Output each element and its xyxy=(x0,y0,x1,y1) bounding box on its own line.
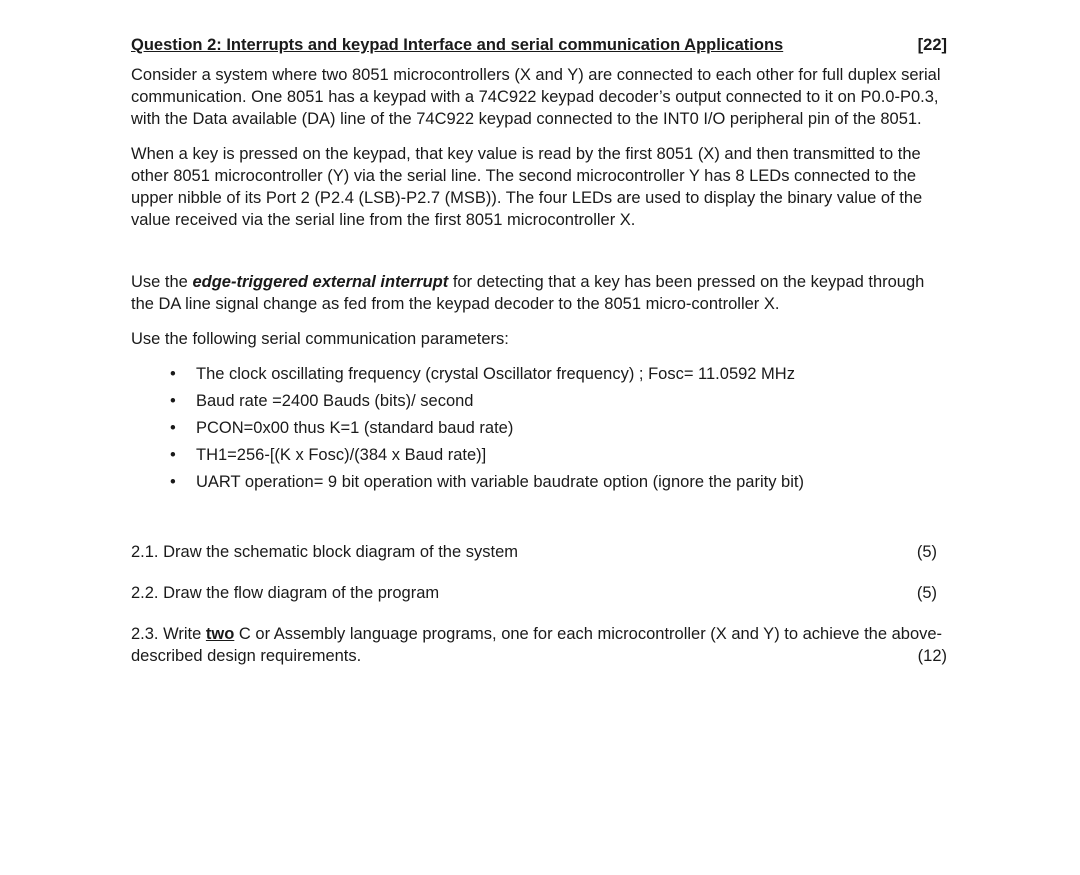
paragraph-parameters-intro: Use the following serial communication parameters: xyxy=(131,330,509,348)
task-marks: (5) xyxy=(916,584,937,602)
bullet-icon: • xyxy=(170,473,176,491)
list-item xyxy=(131,363,947,385)
list-item xyxy=(131,417,947,439)
task-2-1 xyxy=(131,541,947,563)
interrupt-text-post: for detecting that a key has been pressed on the keypad through the DA line signal change as fed from the keypad decoder to the 8051 micro-controller X. xyxy=(131,273,925,313)
interrupt-emphasis: edge-triggered external interrupt xyxy=(192,273,449,291)
parameter-list xyxy=(131,363,947,493)
question-total-marks: [22] xyxy=(917,36,947,54)
paragraph-system-description: Consider a system where two 8051 microcontrollers (X and Y) are connected to each other for full duplex serial communication. One 8051 has a keypad with a 74C922 keypad decoder’s output connected to it on P0.0-P0.3, with the Data available (DA) line of the 74C922 keypad connected to the INT0 I/O peripheral pin of the 8051. xyxy=(131,66,941,128)
bullet-icon: • xyxy=(170,446,176,464)
task-text: 2.2. Draw the flow diagram of the program xyxy=(131,584,440,602)
paragraph-interrupt-instruction xyxy=(131,271,947,315)
question-header xyxy=(131,34,947,56)
bullet-icon: • xyxy=(170,419,176,437)
list-item xyxy=(131,444,947,466)
task-2-2 xyxy=(131,582,947,604)
task-list xyxy=(131,541,947,667)
task-marks: (12) xyxy=(917,647,947,665)
question-page xyxy=(131,34,947,667)
list-item xyxy=(131,390,947,412)
task-text-pre: 2.3. Write xyxy=(131,625,206,643)
list-item xyxy=(131,471,947,493)
bullet-icon: • xyxy=(170,365,176,383)
task-text: 2.1. Draw the schematic block diagram of the system xyxy=(131,543,518,561)
parameter-text: PCON=0x00 thus K=1 (standard baud rate) xyxy=(196,419,514,437)
task-marks: (5) xyxy=(916,543,937,561)
parameter-text: The clock oscillating frequency (crystal Oscillator frequency) ; Fosc= 11.0592 MHz xyxy=(196,365,795,383)
paragraph-operation-description: When a key is pressed on the keypad, that key value is read by the first 8051 (X) and then transmitted to the other 8051 microcontroller (Y) via the serial line. The second microcontroller Y has 8 LEDs connected to the upper nibble of its Port 2 (P2.4 (LSB)-P2.7 (MSB)). The four LEDs are used to display the binary value of the value received via the serial line from the first 8051 microcontroller X. xyxy=(131,145,923,229)
bullet-icon: • xyxy=(170,392,176,410)
parameter-text: Baud rate =2400 Bauds (bits)/ second xyxy=(196,392,474,410)
question-title: Question 2: Interrupts and keypad Interface and serial communication Applications xyxy=(131,36,784,54)
parameter-text: TH1=256-[(K x Fosc)/(384 x Baud rate)] xyxy=(196,446,487,464)
parameter-text: UART operation= 9 bit operation with variable baudrate option (ignore the parity bit) xyxy=(196,473,804,491)
task-2-3 xyxy=(131,623,947,667)
task-text-post: C or Assembly language programs, one for each microcontroller (X and Y) to achieve the above-described design requirements. xyxy=(131,625,943,665)
task-emphasis: two xyxy=(205,625,235,643)
interrupt-text-pre: Use the xyxy=(131,273,193,291)
